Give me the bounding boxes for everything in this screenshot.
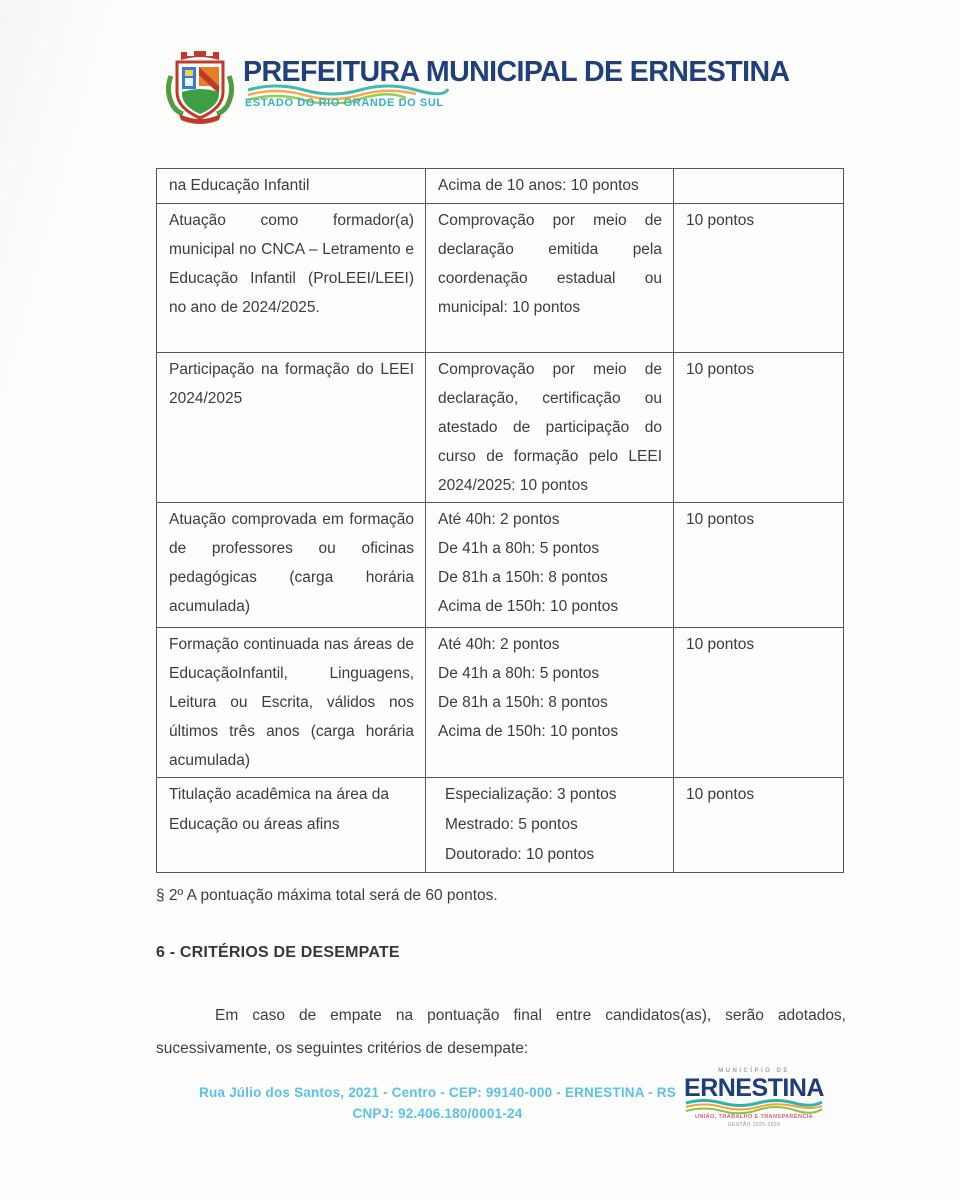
section-heading-tiebreak: 6 - CRITÉRIOS DE DESEMPATE <box>156 944 400 961</box>
footer-logo-tagline: UNIÃO, TRABALHO E TRANSPARÊNCIA <box>694 1114 814 1120</box>
table-row <box>157 628 844 778</box>
cell-max-points: 10 pontos <box>674 628 844 778</box>
table-row <box>157 778 844 873</box>
footer-logo-toptext: MUNICÍPIO DE <box>718 1068 790 1074</box>
cell-proof: Especialização: 3 pontos Mestrado: 5 pontos Doutorado: 10 pontos <box>426 778 674 873</box>
cell-criterion: na Educação Infantil <box>157 169 426 204</box>
table-row <box>157 169 844 204</box>
cell-max-points: 10 pontos <box>674 204 844 353</box>
table-row <box>157 503 844 628</box>
cell-proof: Acima de 10 anos: 10 pontos <box>426 169 674 204</box>
paragraph-max-score: § 2º A pontuação máxima total será de 60 pontos. <box>156 887 498 904</box>
footer-cnpj: CNPJ: 92.406.180/0001-24 <box>352 1106 523 1121</box>
cell-criterion: Participação na formação do LEEI 2024/2025 <box>157 353 426 503</box>
cell-max-points: 10 pontos <box>674 778 844 873</box>
cell-max-points <box>674 169 844 204</box>
footer-city-logo <box>680 1068 828 1128</box>
cell-criterion: Titulação acadêmica na área da Educação ou áreas afins <box>157 778 426 873</box>
coat-of-arms-icon <box>163 46 237 124</box>
cell-max-points: 10 pontos <box>674 503 844 628</box>
cell-criterion: Formação continuada nas áreas de EducaçãoInfantil, Linguagens, Leitura ou Escrita, válidos nos últimos três anos (carga horária acumulada) <box>157 628 426 778</box>
cell-max-points: 10 pontos <box>674 353 844 503</box>
cell-proof: Até 40h: 2 pontos De 41h a 80h: 5 pontos De 81h a 150h: 8 pontos Acima de 150h: 10 pontos <box>426 503 674 628</box>
footer-address-line1: Rua Júlio dos Santos, 2021 - Centro - CEP: 99140-000 - ERNESTINA - RS <box>199 1085 676 1100</box>
header-subtitle: ESTADO DO RIO GRANDE DO SUL <box>245 97 444 109</box>
cell-criterion: Atuação como formador(a) municipal no CNCA – Letramento e Educação Infantil (ProLEEI/LEEI) no ano de 2024/2025. <box>157 204 426 353</box>
table-row <box>157 204 844 353</box>
footer-logo-subline: GESTÃO 2025-2028 <box>727 1121 781 1128</box>
cell-proof: Até 40h: 2 pontos De 41h a 80h: 5 pontos De 81h a 150h: 8 pontos Acima de 150h: 10 pontos <box>426 628 674 778</box>
footer-address <box>150 1082 725 1124</box>
scoring-table <box>156 168 844 873</box>
cell-criterion: Atuação comprovada em formação de professores ou oficinas pedagógicas (carga horária acumulada) <box>157 503 426 628</box>
paragraph-tiebreak-intro: Em caso de empate na pontuação final entre candidatos(as), serão adotados, sucessivamente, os seguintes critérios de desempate: <box>156 1007 846 1057</box>
header-title: PREFEITURA MUNICIPAL DE ERNESTINA <box>243 56 790 88</box>
footer-logo-name: ERNESTINA <box>684 1074 824 1102</box>
cell-proof: Comprovação por meio de declaração, certificação ou atestado de participação do curso de formação pelo LEEI 2024/2025: 10 pontos <box>426 353 674 503</box>
table-row <box>157 353 844 503</box>
cell-proof: Comprovação por meio de declaração emitida pela coordenação estadual ou municipal: 10 pontos <box>426 204 674 353</box>
